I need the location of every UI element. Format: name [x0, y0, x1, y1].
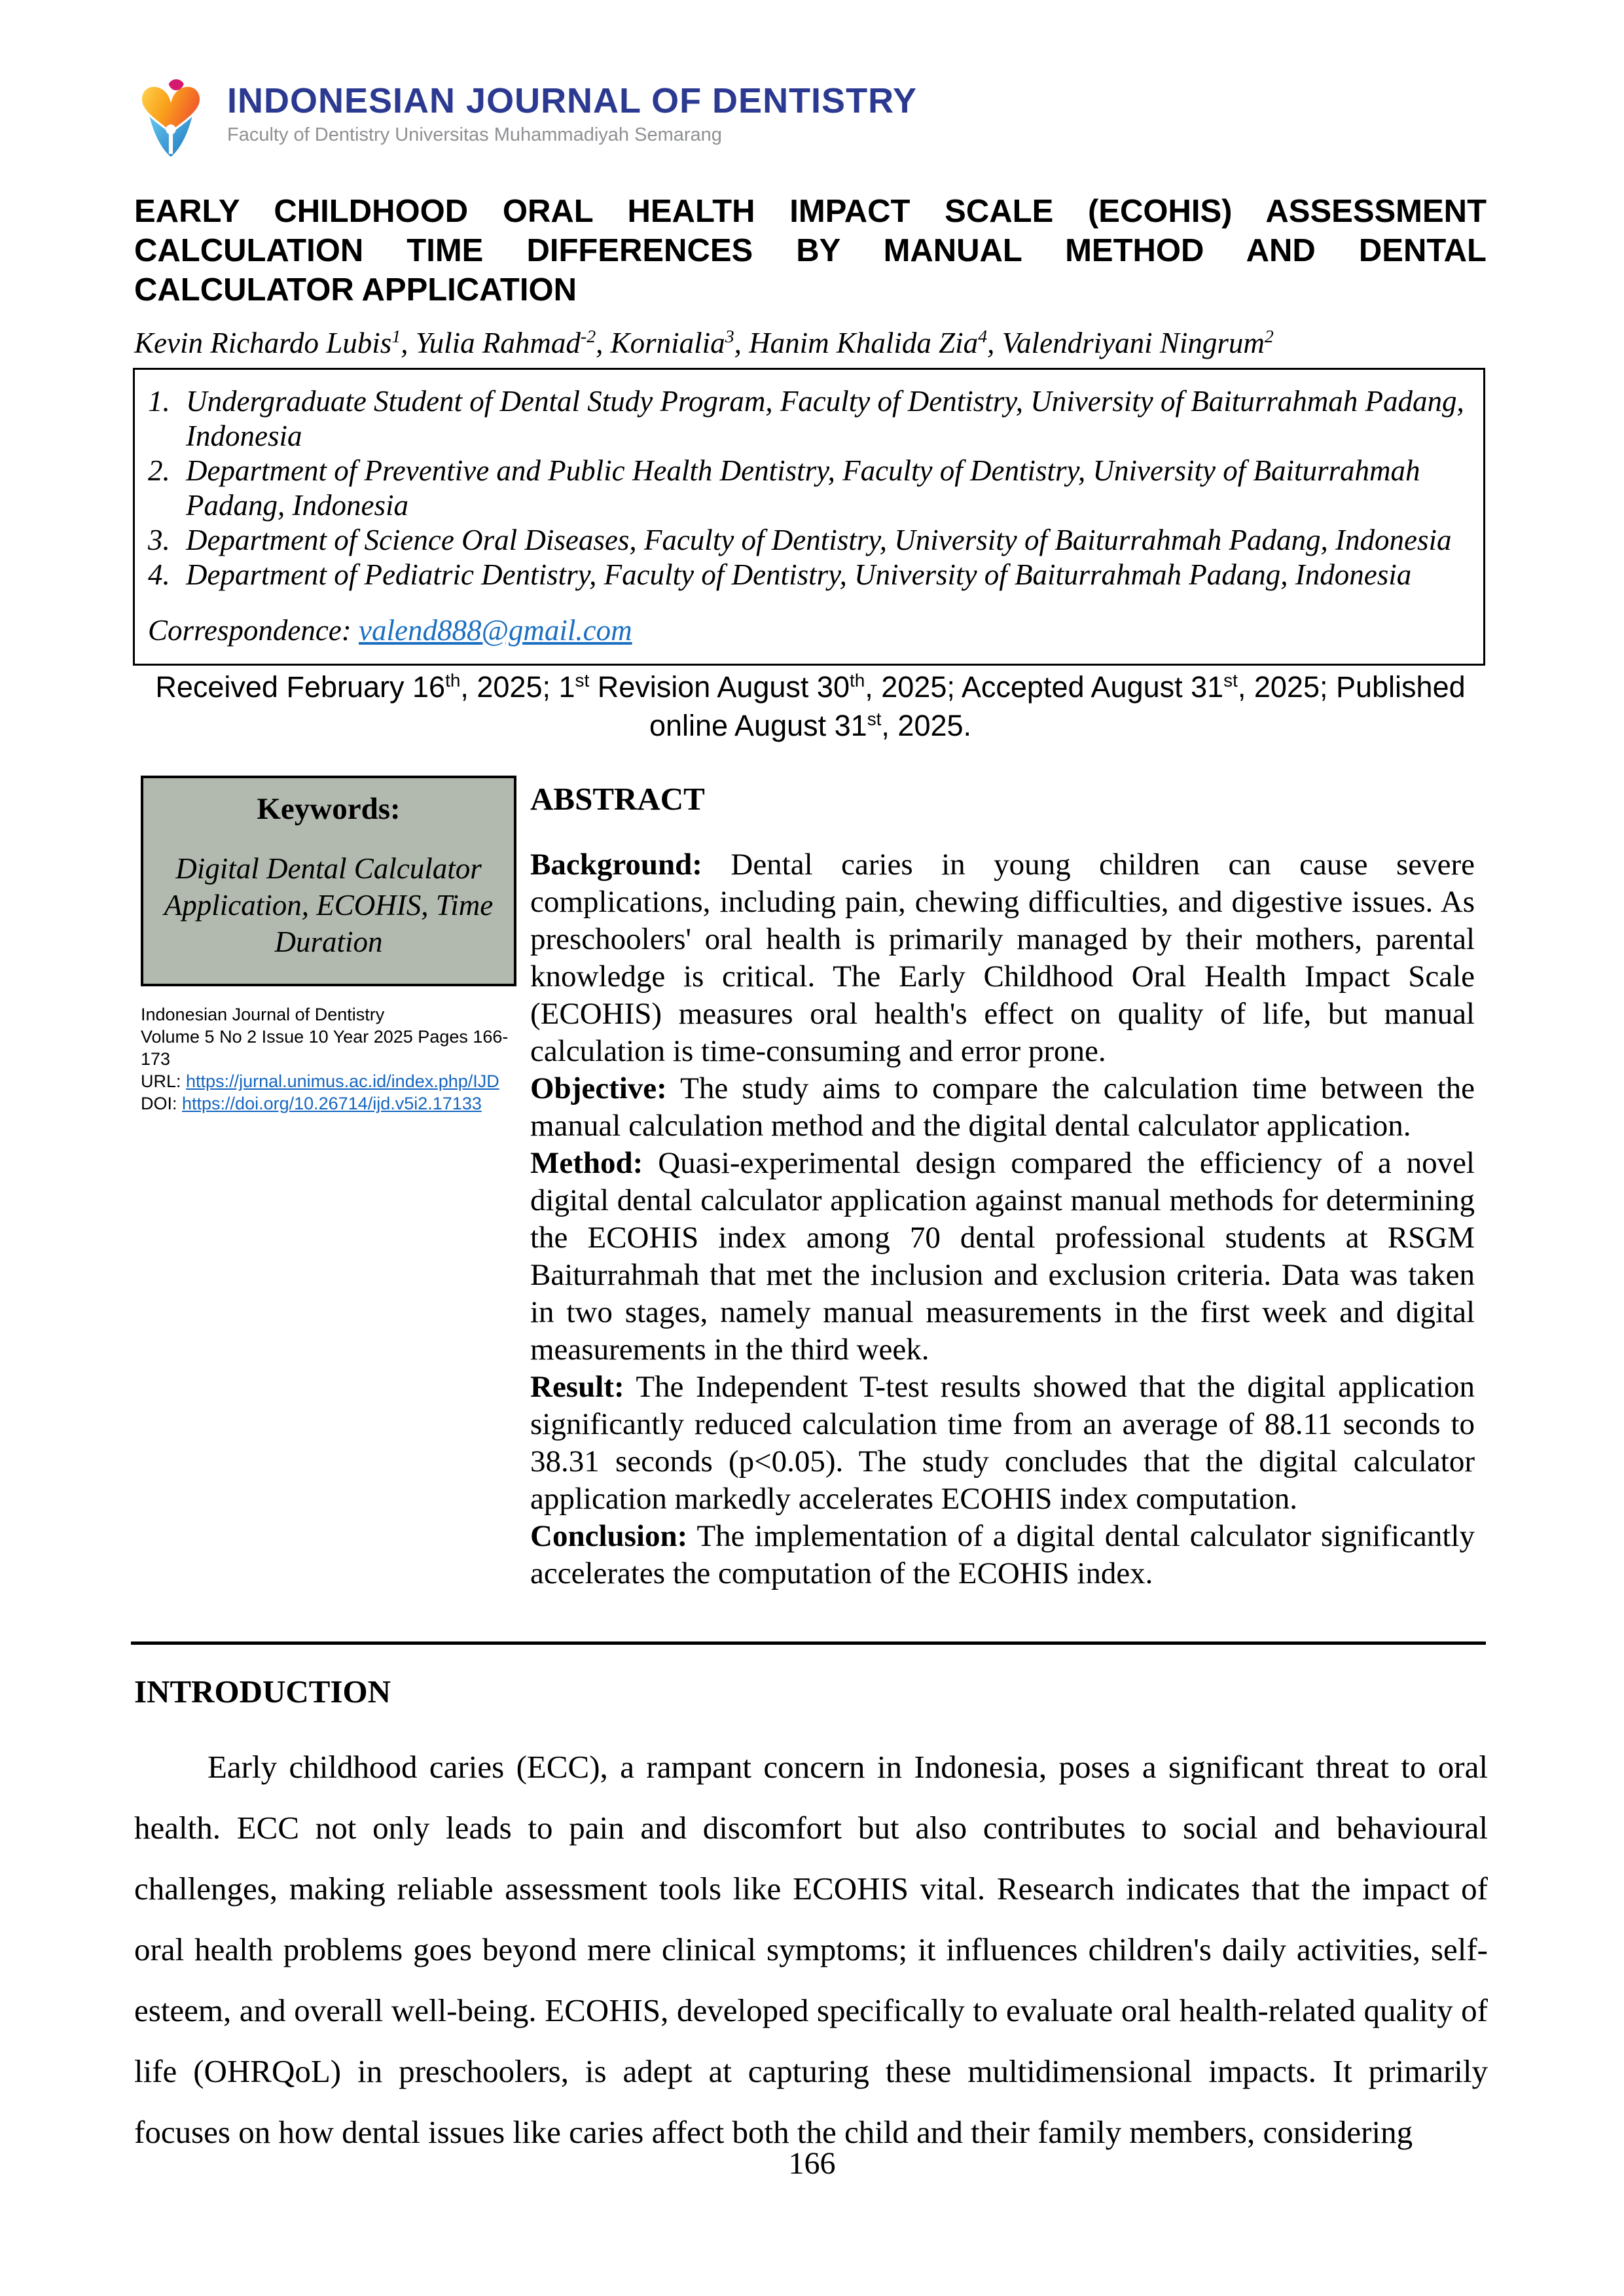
author [134, 327, 416, 359]
journal-subtitle: Faculty of Dentistry Universitas Muhammadiyah Semarang [227, 124, 722, 145]
journal-info-name: Indonesian Journal of Dentistry [141, 1005, 385, 1024]
correspondence-email-link[interactable]: valend888@gmail.com [359, 614, 632, 647]
abstract-label: Result: [530, 1370, 624, 1404]
history-text: , 2025; 1 [460, 670, 575, 704]
history-text: , 2025. [881, 709, 972, 742]
paper-title-line: CALCULATION TIME DIFFERENCES BY MANUAL METHOD AND DENTAL [134, 233, 1487, 268]
author-separator: , [401, 327, 416, 359]
authors-line [134, 326, 1487, 360]
journal-doi-link[interactable]: https://doi.org/10.26714/ijd.v5i2.17133 [182, 1094, 482, 1113]
ordinal-superscript: st [575, 670, 590, 691]
affiliation-number: 1. [148, 385, 170, 418]
journal-url-link[interactable]: https://jurnal.unimus.ac.id/index.php/IJD [186, 1071, 499, 1091]
journal-header [128, 73, 917, 160]
journal-brand [227, 73, 917, 145]
affiliation-text: Undergraduate Student of Dental Study Program, Faculty of Dentistry, University of Baiturrahmah Padang, Indonesia [186, 385, 1464, 452]
author [611, 327, 749, 359]
abstract-section-result [530, 1369, 1475, 1518]
paper-title [134, 192, 1487, 310]
affiliation-item [148, 384, 1466, 454]
left-column [141, 776, 516, 1115]
abstract-heading: ABSTRACT [530, 781, 705, 817]
abstract-text: The implementation of a digital dental calculator significantly accelerates the computation of the ECOHIS index. [530, 1519, 1475, 1590]
paper-title-line: CALCULATOR APPLICATION [134, 272, 577, 308]
author-separator: , [596, 327, 611, 359]
author-separator: , [734, 327, 749, 359]
ordinal-superscript: st [867, 709, 882, 729]
introduction-heading: INTRODUCTION [134, 1674, 391, 1710]
abstract-text: Dental caries in young children can cause severe complications, including pain, chewing difficulties, and digestive issues. As preschoolers' oral health is primarily managed by their mothers, parental knowledge is critical. The Early Childhood Oral Health Impact Scale (ECOHIS) measures oral health's effect on quality of life, but manual calculation is time-consuming and error prone. [530, 848, 1475, 1068]
abstract-section-conclusion [530, 1518, 1475, 1592]
abstract-section-objective [530, 1070, 1475, 1145]
paper-title-line: EARLY CHILDHOOD ORAL HEALTH IMPACT SCALE (ECOHIS) ASSESSMENT [134, 194, 1487, 229]
author-name: Yulia Rahmad [415, 327, 581, 359]
journal-info-block [141, 1003, 516, 1115]
ordinal-superscript: th [445, 670, 461, 691]
journal-title: INDONESIAN JOURNAL OF DENTISTRY [227, 81, 918, 120]
affiliation-number: 4. [148, 558, 170, 591]
abstract-label: Conclusion: [530, 1519, 688, 1553]
abstract-section-background [530, 846, 1475, 1070]
correspondence-line [148, 613, 1466, 648]
abstract-label: Method: [530, 1146, 643, 1180]
introduction-section [134, 1673, 1488, 2162]
author-name: Kevin Richardo Lubis [134, 327, 392, 359]
abstract-label: Objective: [530, 1071, 667, 1105]
url-label: URL: [141, 1071, 187, 1091]
author-name: Kornialia [610, 327, 725, 359]
author-affiliation-superscript: -2 [580, 327, 596, 347]
author-name: Valendriyani Ningrum [1001, 327, 1265, 359]
affiliation-text: Department of Science Oral Diseases, Faculty of Dentistry, University of Baiturrahmah Padang, Indonesia [186, 524, 1452, 556]
affiliation-item [148, 454, 1466, 523]
author-affiliation-superscript: 1 [391, 327, 401, 347]
author-affiliation-superscript: 4 [978, 327, 988, 347]
abstract-section [530, 780, 1475, 1592]
affiliation-item [148, 523, 1466, 558]
history-text: , 2025; Published online August 31 [649, 670, 1466, 742]
page-number: 166 [788, 2146, 836, 2181]
doi-label: DOI: [141, 1094, 183, 1113]
author-separator: , [987, 327, 1002, 359]
journal-info-doi-line [141, 1092, 516, 1115]
tooth-pen-logo-icon [128, 73, 214, 160]
affiliation-text: Department of Pediatric Dentistry, Faculty of Dentistry, University of Baiturrahmah Padang, Indonesia [186, 558, 1412, 591]
article-history-line [134, 668, 1487, 745]
abstract-text: The Independent T-test results showed that the digital application significantly reduced calculation time from an average of 88.11 seconds to 38.31 seconds (p<0.05). The study concludes that the digital calculator application markedly accelerates ECOHIS index computation. [530, 1370, 1475, 1516]
keywords-box [141, 776, 516, 986]
keywords-heading: Keywords: [257, 792, 401, 826]
author-affiliation-superscript: 3 [725, 327, 734, 347]
correspondence-label: Correspondence: [148, 614, 359, 647]
ordinal-superscript: th [849, 670, 865, 691]
keywords-text: Digital Dental Calculator Application, ECOHIS, Time Duration [164, 852, 494, 958]
section-divider [131, 1641, 1486, 1645]
journal-info-url-line [141, 1070, 516, 1092]
abstract-section-method [530, 1145, 1475, 1369]
affiliation-text: Department of Preventive and Public Health Dentistry, Faculty of Dentistry, University of Baiturrahmah Padang, Indonesia [186, 454, 1420, 522]
history-text: Revision August 30 [589, 670, 850, 704]
introduction-paragraph: Early childhood caries (ECC), a rampant concern in Indonesia, poses a significant threat to oral health. ECC not only leads to pain and discomfort but also contributes to social and behavioural challenges, making reliable assessment tools like ECOHIS vital. Research indicates that the impact of oral health problems goes beyond mere clinical symptoms; it influences children's daily activities, self-esteem, and overall well-being. ECOHIS, developed specifically to evaluate oral health-related quality of life (OHRQoL) in preschoolers, is adept at capturing these multidimensional impacts. It primarily focuses on how dental issues like caries affect both the child and their family members, considering [134, 1749, 1488, 2150]
author [416, 327, 611, 359]
author-name: Hanim Khalida Zia [749, 327, 979, 359]
abstract-text: Quasi-experimental design compared the efficiency of a novel digital dental calculator application against manual methods for determining the ECOHIS index among 70 dental professional students at RSGM Baiturrahmah that met the inclusion and exclusion criteria. Data was taken in two stages, namely manual measurements in the first week and digital measurements in the third week. [530, 1146, 1475, 1367]
affiliation-number: 2. [148, 454, 170, 487]
affiliation-number: 3. [148, 524, 170, 556]
author [1002, 327, 1274, 359]
abstract-text: The study aims to compare the calculation time between the manual calculation method and the digital dental calculator application. [530, 1071, 1475, 1143]
author-affiliation-superscript: 2 [1264, 327, 1274, 347]
journal-info-volume: Volume 5 No 2 Issue 10 Year 2025 Pages 166-173 [141, 1027, 509, 1069]
history-text: Received February 16 [155, 670, 446, 704]
ordinal-superscript: st [1223, 670, 1238, 691]
history-text: , 2025; Accepted August 31 [865, 670, 1224, 704]
author [749, 327, 1002, 359]
affiliation-item [148, 558, 1466, 592]
abstract-label: Background: [530, 848, 702, 882]
affiliations-box [133, 368, 1485, 666]
